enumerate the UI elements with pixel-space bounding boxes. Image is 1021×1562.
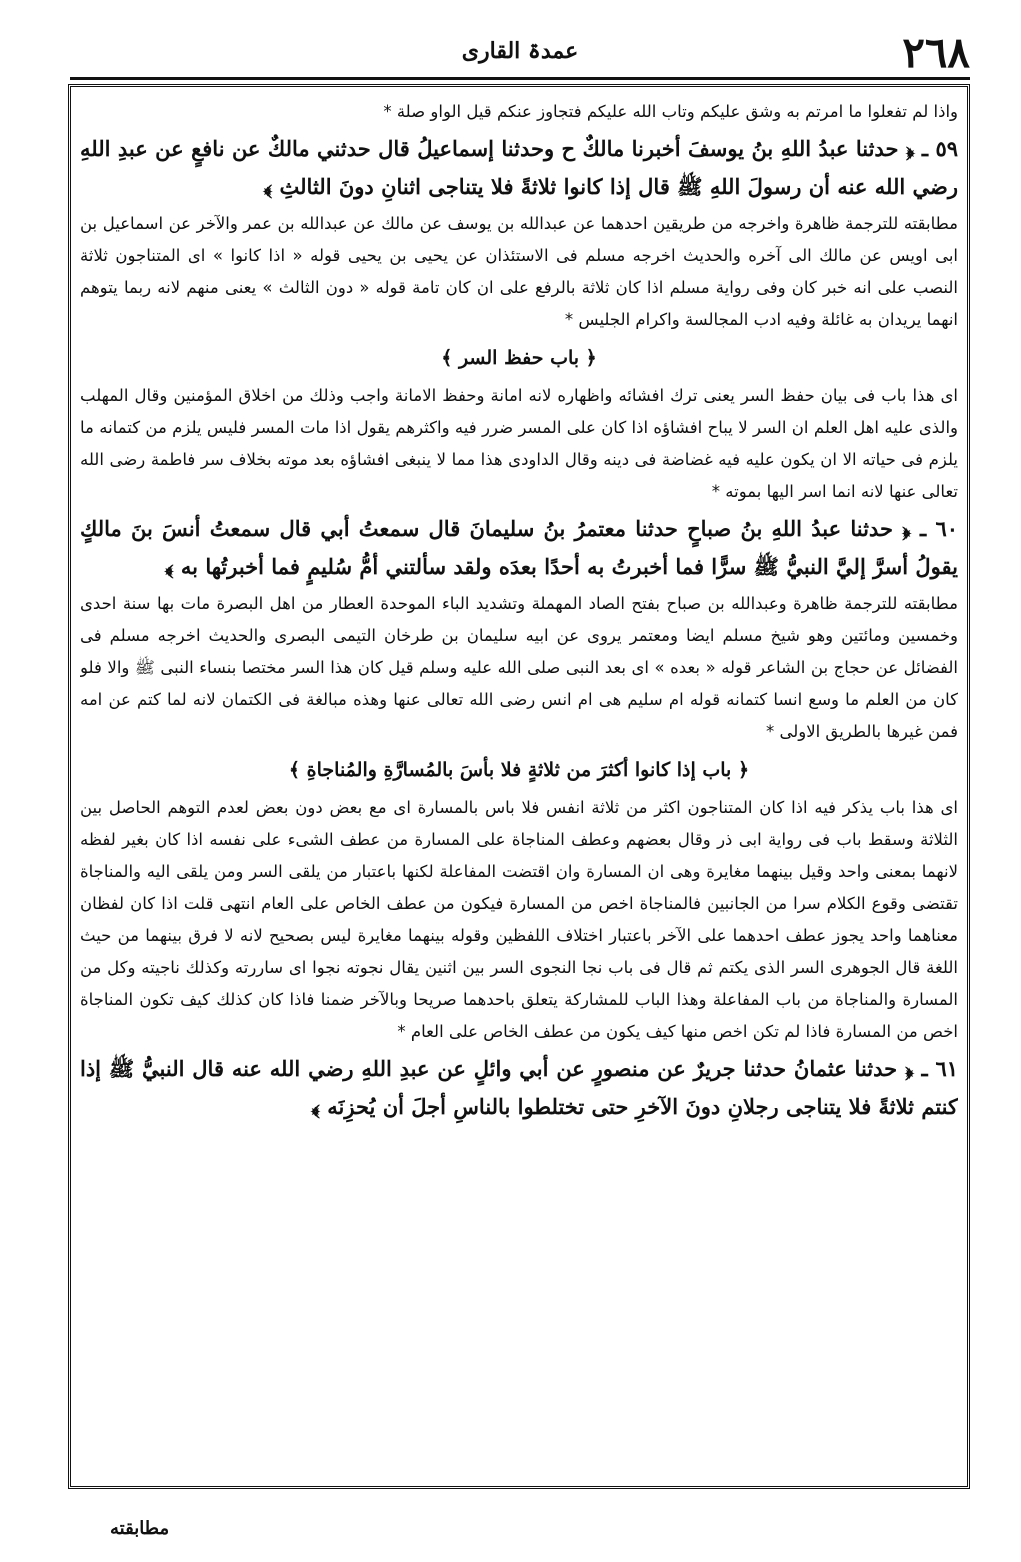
- hadith-61: ٦١ ـ ﴿ حدثنا عثمانُ حدثنا جريرٌ عن منصورٍ عن أبي وائلٍ عن عبدِ اللهِ رضي الله عنه قال النبيُّ ﷺ إذا كنتم ثلاثةً فلا يتناجى رجلانِ دونَ الآخرِ حتى تختلطوا بالناسِ أجلَ أن يُحزِنَه ﴾: [80, 1056, 958, 1119]
- commentary-paragraph: اى هذا باب يذكر فيه اذا كان المتناجون اكثر من ثلاثة انفس فلا باس بالمسارة اى مع بعض دون بعض لعدم التوهم الحاصل بين الثلاثة وسقط باب فى رواية ابى ذر وقال بعضهم وعطف المناجاة على المسارة من عطف الشىء على نفسه اذا كان بغير لفظه لانهما بمعنى واحد وقيل بينهما مغايرة وهى ان المسارة وان اقتضت المفاعلة لكنها باعتبار من يلقى السر ومن يلقى اليه والمناجاة تقتضى وقوع الكلام سرا من الجانبين فالمناجاة اخص من المسارة فيكون من عطف الخاص على العام انتهى قلت اذا كان لفظان معناهما واحد يجوز عطف احدهما على الآخر باعتبار اختلاف اللفظين وقوله بينهما مغايرة ليس بصحيح لانه لا فرق بينهما من حيث اللغة قال الجوهرى السر الذى يكتم ثم قال فى باب نجا النجوى السر بين اثنين يقال نجوته نجوا اى ساررته وكذلك ناجيته وكل من المسارة والمناجاة من باب المفاعلة وهذا الباب للمشاركة يتعلق باحدهما صريحا وبالآخر ضمنا فاذا كان كذلك كيف تكون المناجاة اخص من المسارة فاذا لم تكن اخص منها كيف يكون من عطف الخاص على العام *: [80, 798, 958, 1041]
- commentary-paragraph: مطابقته للترجمة ظاهرة وعبدالله بن صباح بفتح الصاد المهملة وتشديد الباء الموحدة العطار من اهل البصرة مات بها سنة احدى وخمسين ومائتين وهو شيخ مسلم ايضا ومعتمر يروى عن ابيه سليمان بن طرخان التيمى البصرى والحديث اخرجه مسلم فى الفضائل عن حجاج بن الشاعر قوله « بعده » اى بعد النبى صلى الله عليه وسلم قيل كان هذا السر مختصا بنساء النبى ﷺ والا فلو كان من العلم ما وسع انسا كتمانه قوله ام سليم هى ام انس رضى الله تعالى عنها وهذه مبالغة فى الكتمان لانه لما كتم عن امه فمن غيرها بالطريق الاولى *: [80, 594, 958, 741]
- commentary-paragraph: مطابقته للترجمة ظاهرة واخرجه من طريقين احدهما عن عبدالله بن يوسف عن مالك عن عبدالله بن عمر والآخر عن اسماعيل بن ابى اويس عن مالك الى آخره والحديث اخرجه مسلم فى الاستئذان عن يحيى بن يحيى قوله « اذا كانوا » اى المتناجون ثلاثة النصب على انه خبر كان وفى رواية مسلم اذا كان ثلاثة بالرفع على ان كان تامة قوله « دون الثالث » يعنى منهم لانه ربما يتوهم انهما يريدان به غائلة وفيه ادب المجالسة واكرام الجليس *: [80, 214, 958, 329]
- page-number: ٢٦٨: [902, 28, 970, 77]
- hadith-59: ٥٩ ـ ﴿ حدثنا عبدُ اللهِ بنُ يوسفَ أخبرنا مالكٌ ح وحدثنا إسماعيلُ قال حدثني مالكٌ عن نافعٍ عن عبدِ اللهِ رضي الله عنه أن رسولَ اللهِ ﷺ قال إذا كانوا ثلاثةً فلا يتناجى اثنانِ دونَ الثالثِ ﴾: [80, 136, 958, 199]
- chapter-heading: ﴿ باب حفظ السر ﴾: [441, 347, 597, 369]
- chapter-heading: ﴿ باب إذا كانوا أكثرَ من ثلاثةٍ فلا بأسَ بالمُسارَّةِ والمُناجاةِ ﴾: [288, 759, 750, 781]
- page-header: [70, 28, 970, 78]
- header-rule: [70, 77, 970, 80]
- commentary-paragraph: اى هذا باب فى بيان حفظ السر يعنى ترك افشائه واظهاره لانه امانة وحفظ الامانة واجب وذلك من اخلاق المؤمنين وقال المهلب والذى عليه اهل العلم ان السر لا يباح افشاؤه اذا كان على المسر ضرر فيه واكثرهم يقول اذا مات المسر فليس يلزم من كتمانه ما يلزم فى حياته الا ان يكون عليه فيه غضاضة فى دينه وقال الداودى هذا مما لا ينبغى افشاؤه بعد موته بخلاف سر فاطمة رضى الله تعالى عنها لانه انما اسر اليها بموته *: [80, 386, 958, 501]
- running-title: عمدۃ القاری: [461, 38, 579, 64]
- commentary-paragraph: واذا لم تفعلوا ما امرتم به وشق عليكم وتاب الله عليكم فتجاوز عنكم قيل الواو صلة *: [383, 102, 958, 121]
- page-body: [80, 96, 958, 1481]
- hadith-60: ٦٠ ـ ﴿ حدثنا عبدُ اللهِ بنُ صباحٍ حدثنا معتمرُ بنُ سليمانَ قال سمعتُ أبي قال سمعتُ أنسَ بنَ مالكٍ يقولُ أسرَّ إليَّ النبيُّ ﷺ سرًّا فما أخبرتُ به أحدًا بعدَه ولقد سألتني أمُّ سُليمٍ فما أخبرتُها به ﴾: [80, 516, 958, 579]
- catchword: مطابقته: [110, 1518, 170, 1539]
